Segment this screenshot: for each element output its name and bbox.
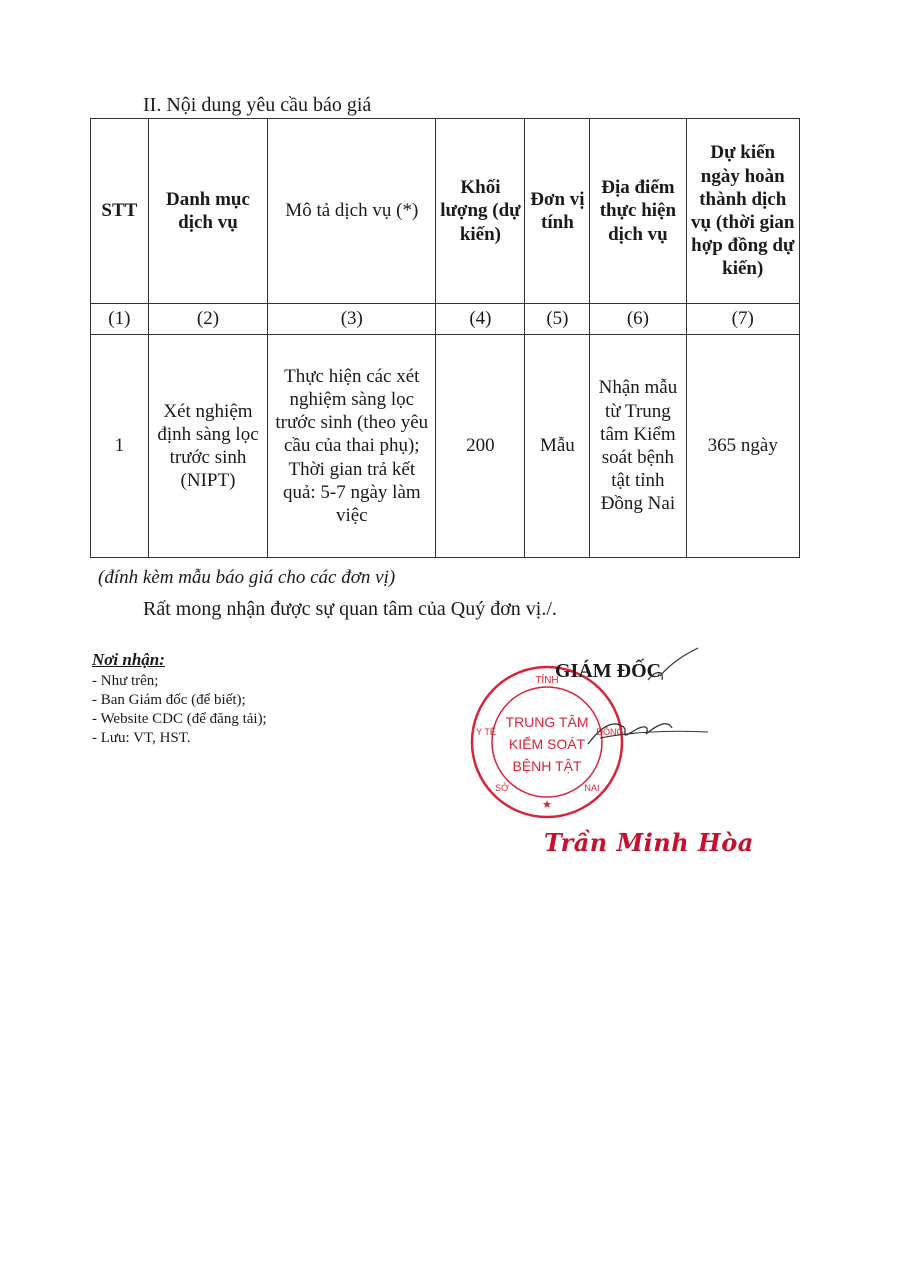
header-completion: Dự kiến ngày hoàn thành dịch vụ (thời gian hợp đồng dự kiến) (686, 119, 799, 304)
column-number: (7) (686, 304, 799, 335)
stamp-line-1: TRUNG TÂM (505, 714, 589, 730)
stamp-line-2: KIỂM SOÁT (508, 736, 586, 752)
attachment-note: (đính kèm mẫu báo giá cho các đơn vị) (98, 567, 396, 588)
recipient-item: - Ban Giám đốc (để biết); (92, 692, 246, 708)
header-stt: STT (91, 119, 149, 304)
header-service: Danh mục dịch vụ (148, 119, 268, 304)
recipient-item: - Như trên; (92, 673, 159, 689)
column-number: (3) (268, 304, 436, 335)
stamp-star-icon: ★ (542, 798, 552, 811)
header-location: Địa điểm thực hiện dịch vụ (590, 119, 686, 304)
cell-service: Xét nghiệm định sàng lọc trước sinh (NIPT) (148, 335, 268, 558)
signer-name: Trần Minh Hòa (544, 828, 754, 857)
cell-completion: 365 ngày (686, 335, 799, 558)
recipient-item: - Website CDC (để đăng tải); (92, 711, 267, 727)
stamp-top-text: TỈNH (535, 675, 559, 686)
stamp-right-text: ĐỒNG (596, 727, 624, 737)
quote-request-table (90, 118, 800, 558)
column-number: (1) (91, 304, 149, 335)
table-row (91, 335, 800, 558)
closing-sentence: Rất mong nhận được sự quan tâm của Quý đơn vị./. (143, 598, 557, 620)
recipient-item: - Lưu: VT, HST. (92, 730, 191, 746)
cell-quantity: 200 (436, 335, 525, 558)
stamp-bottom-right-text: NAI (584, 783, 600, 793)
cell-location: Nhận mẫu từ Trung tâm Kiểm soát bệnh tật tỉnh Đồng Nai (590, 335, 686, 558)
description-line: Thời gian trả kết quả: 5-7 ngày làm việc (282, 458, 421, 526)
cell-stt: 1 (91, 335, 149, 558)
header-quantity: Khối lượng (dự kiến) (436, 119, 525, 304)
section-title: II. Nội dung yêu cầu báo giá (143, 94, 372, 116)
stamp-left-text: Y TẾ (476, 727, 496, 737)
column-number: (6) (590, 304, 686, 335)
stamp-line-3: BỆNH TẬT (512, 758, 582, 774)
recipients-block (92, 650, 267, 748)
table-header-row (91, 119, 800, 304)
column-number: (2) (148, 304, 268, 335)
handwritten-signature (540, 640, 740, 770)
cell-description (268, 335, 436, 558)
header-unit: Đơn vị tính (525, 119, 590, 304)
column-number: (4) (436, 304, 525, 335)
cell-unit: Mẫu (525, 335, 590, 558)
description-line: Thực hiện các xét nghiệm sàng lọc trước sinh (theo yêu cầu của thai phụ); (275, 365, 429, 457)
stamp-bottom-left-text: SỞ (495, 783, 509, 793)
director-title: GIÁM ĐỐC (555, 660, 662, 682)
recipients-title: Nơi nhận: (92, 650, 165, 669)
column-number-row (91, 304, 800, 335)
column-number: (5) (525, 304, 590, 335)
header-description: Mô tả dịch vụ (*) (268, 119, 436, 304)
